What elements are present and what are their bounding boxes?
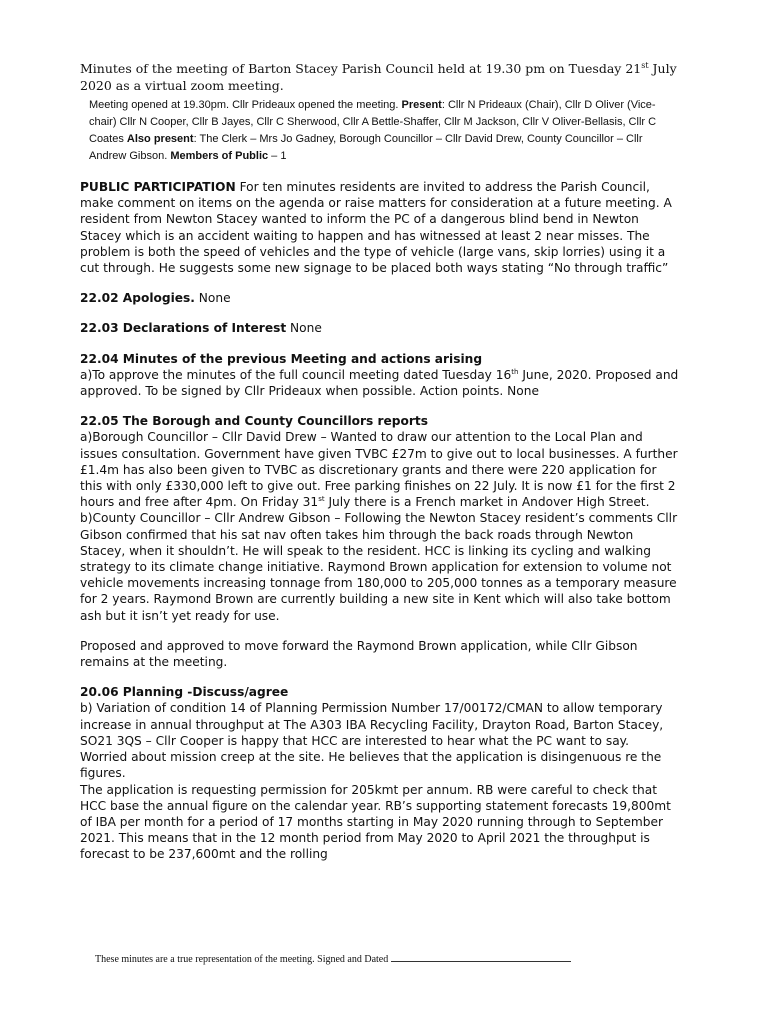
members-of-public-count: – 1 (268, 150, 287, 162)
minutes-body (80, 179, 680, 863)
declarations-text: None (286, 321, 322, 336)
members-of-public-label: Members of Public (170, 150, 269, 162)
meeting-opening: Meeting opened at 19.30pm. Cllr Prideaux opened the meeting. (89, 99, 402, 111)
document-title (80, 60, 680, 94)
signature-line (391, 952, 571, 962)
previous-minutes-text (80, 367, 680, 399)
previous-minutes-heading (80, 351, 680, 367)
councillors-reports-heading-text: 22.05 The Borough and County Councillors reports (80, 414, 428, 429)
previous-minutes-text-end: June, 2020. Proposed and approved. To be signed by Cllr Prideaux when possible. Action points. None (80, 367, 679, 399)
previous-minutes-item (80, 351, 680, 400)
declarations-item (80, 320, 680, 336)
borough-report-superscript: st (318, 495, 325, 504)
public-participation (80, 179, 680, 276)
title-text: Minutes of the meeting of Barton Stacey Parish Council held at 19.30 pm on Tuesday 21 (80, 61, 642, 76)
planning-item (80, 684, 680, 862)
also-present-list: : The Clerk – Mrs Jo Gadney, Borough Councillor – Cllr David Drew, County Councillor – Cllr Andrew Gibson. (89, 133, 643, 162)
planning-heading (80, 684, 680, 700)
title-superscript: st (641, 60, 649, 70)
planning-item-continued: The application is requesting permission for 205kmt per annum. RB were careful to check that HCC base the annual figure on the calendar year. RB’s supporting statement forecasts 19,800mt of IBA per month for a period of 17 months starting in May 2020 running through to September 2021. This means that in the 12 month period from May 2020 to April 2021 the throughput is forecast to be 237,600mt and the rolling (80, 782, 671, 862)
raymond-brown-proposal: Proposed and approved to move forward the Raymond Brown application, while Cllr Gibson remains at the meeting. (80, 638, 638, 670)
page-footer (95, 952, 571, 965)
declarations-heading: 22.03 Declarations of Interest (80, 321, 287, 336)
apologies-item (80, 290, 680, 306)
borough-report-text: a)Borough Councillor – Cllr David Drew – Wanted to draw our attention to the Local Plan and issues consultation. Government have given TVBC £27m to give out to local businesses. A further £1.4m has also been given to TVBC as discretionary grants and there were 220 application for this with only £330,000 left to give out. Free parking finishes on 22 July. It is now £1 for the first 2 hours and free after 4pm. On Friday 31 (80, 430, 678, 510)
present-label: Present (401, 99, 442, 111)
borough-report-text-end: July there is a French market in Andover High Street. (324, 495, 650, 510)
footer-text: These minutes are a true representation of the meeting. Signed and Dated (95, 954, 389, 965)
title-text-end: July 2020 as a virtual zoom meeting. (80, 61, 677, 93)
public-participation-heading: PUBLIC PARTICIPATION (80, 180, 236, 194)
councillors-reports-item (80, 413, 680, 670)
councillors-reports-heading (80, 413, 680, 429)
apologies-heading: 22.02 Apologies. (80, 291, 195, 306)
public-participation-text: For ten minutes residents are invited to address the Parish Council, make comment on items on the agenda or raise matters for consideration at a future meeting. A resident from Newton Stacey wanted to inform the PC of a dangerous blind bend in Newton Stacey which is an accident waiting to happen and has witnessed at least 2 near misses. The problem is both the speed of vehicles and the type of vehicle (large vans, skip lorries) using it a cut through. He suggests some new signage to be placed both ways stating “No through traffic” (80, 180, 672, 276)
planning-heading-text: 20.06 Planning -Discuss/agree (80, 685, 289, 700)
previous-minutes-superscript: th (511, 367, 519, 376)
planning-item-b: b) Variation of condition 14 of Planning Permission Number 17/00172/CMAN to allow temporary increase in annual throughput at The A303 IBA Recycling Facility, Drayton Road, Barton Stacey, SO21 3QS – Cllr Cooper is happy that HCC are interested to hear what the PC want to say. Worried about mission creep at the site. He believes that the application is disingenuous re the figures. (80, 701, 664, 781)
present-list: : Cllr N Prideaux (Chair), Cllr D Oliver (Vice-chair) Cllr N Cooper, Cllr B Jayes, Cllr C Sherwood, Cllr A Bettle-Shaffer, Cllr M Jackson, Cllr V Oliver-Bellasis, Cllr C Coates (89, 99, 657, 145)
minutes-page (80, 60, 680, 863)
apologies-text: None (194, 291, 231, 306)
previous-minutes-heading-text: 22.04 Minutes of the previous Meeting and actions arising (80, 351, 483, 366)
county-councillor-report: b)County Councillor – Cllr Andrew Gibson – Following the Newton Stacey resident’s comments Cllr Gibson confirmed that his sat nav often takes him through the back roads through Newton Stacey, when it shouldn’t. He will speak to the resident. HCC is linking its cycling and walking strategy to its climate change initiative. Raymond Brown application for extension to volume not vehicle movements increasing tonnage from 180,000 to 205,000 tonnes as a temporary measure for 2 years. Raymond Brown are currently building a new site in Kent which will also take bottom ash but it isn’t yet ready for use. (80, 511, 678, 623)
borough-councillor-report (80, 429, 680, 510)
also-present-label: Also present (126, 133, 194, 145)
meeting-attendance (89, 97, 680, 165)
previous-minutes-text-start: a)To approve the minutes of the full council meeting dated Tuesday 16 (80, 367, 512, 382)
